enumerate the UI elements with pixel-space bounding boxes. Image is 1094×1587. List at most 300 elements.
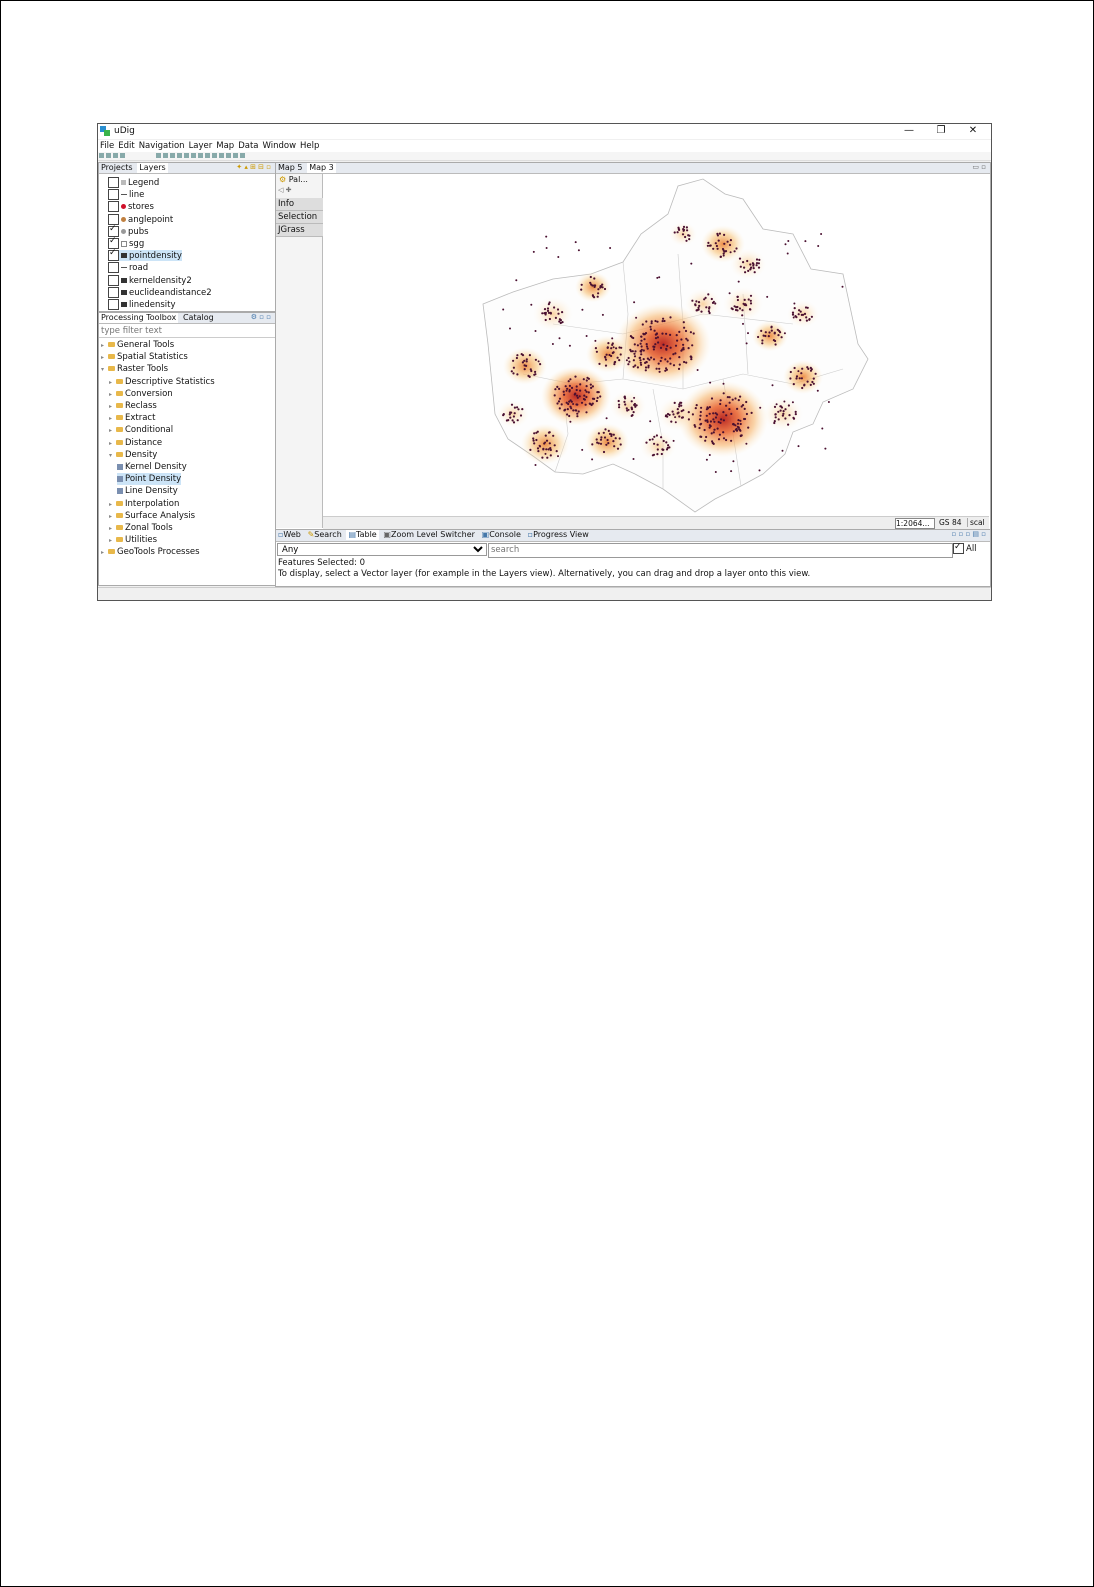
- toolbox-folder-item[interactable]: [101, 363, 168, 375]
- layer-row[interactable]: [108, 201, 154, 212]
- pub-point: [804, 313, 806, 315]
- pub-point: [550, 449, 552, 451]
- chevron-right-icon[interactable]: ▸: [109, 512, 113, 520]
- toolbox-folder-item[interactable]: [109, 498, 179, 510]
- tab-catalog[interactable]: Catalog: [182, 313, 214, 322]
- pub-point: [590, 387, 592, 389]
- toolbox-folder-item[interactable]: [109, 376, 215, 388]
- pub-point: [736, 408, 738, 410]
- pub-point: [824, 448, 826, 450]
- layer-row[interactable]: [108, 189, 144, 200]
- pub-point: [732, 460, 734, 462]
- pub-point: [645, 366, 647, 368]
- save-icon[interactable]: [113, 153, 118, 158]
- pub-point: [591, 458, 593, 460]
- layer-visibility-checkbox[interactable]: [108, 299, 119, 310]
- pub-point: [669, 334, 671, 336]
- pub-point: [688, 347, 690, 349]
- pub-point: [686, 229, 688, 231]
- pub-point: [720, 256, 722, 258]
- palette-icon: ⚙: [279, 175, 287, 184]
- tab-zoom-level-switcher[interactable]: ▣Zoom Level Switcher: [383, 530, 475, 539]
- pub-point: [672, 411, 674, 413]
- pub-point: [711, 298, 713, 300]
- menu-map[interactable]: Map: [216, 141, 235, 151]
- pub-point: [502, 414, 504, 416]
- toolbox-folder-item[interactable]: [109, 449, 157, 461]
- pub-point: [585, 396, 587, 398]
- toolbox-folder-item[interactable]: [109, 424, 173, 436]
- all-checkbox[interactable]: [953, 543, 964, 554]
- menu-help[interactable]: Help: [300, 141, 320, 151]
- chevron-right-icon[interactable]: ▸: [101, 354, 105, 362]
- pub-point: [634, 350, 636, 352]
- pub-point: [680, 338, 682, 340]
- pub-point: [522, 354, 524, 356]
- palette-header[interactable]: [279, 175, 308, 185]
- chevron-right-icon[interactable]: ▸: [109, 415, 113, 423]
- pub-point: [633, 411, 635, 413]
- chevron-right-icon[interactable]: ▸: [109, 525, 113, 532]
- toolbox-view-icons[interactable]: ⚙ ▫ ▫: [250, 313, 271, 321]
- pub-point: [605, 359, 607, 361]
- pub-point: [792, 417, 794, 419]
- pub-point: [794, 367, 796, 369]
- chevron-right-icon[interactable]: ▸: [109, 500, 113, 508]
- pub-point: [645, 332, 647, 334]
- pub-point: [806, 366, 808, 368]
- pub-point: [711, 397, 713, 399]
- menu-layer[interactable]: Layer: [188, 141, 213, 151]
- pub-point: [580, 289, 582, 291]
- pub-point: [673, 440, 675, 442]
- pub-point: [795, 377, 797, 379]
- pub-point: [707, 421, 709, 423]
- pub-point: [609, 247, 611, 249]
- chevron-right-icon[interactable]: ▸: [109, 439, 113, 447]
- tab-processing-toolbox[interactable]: Processing Toolbox: [101, 313, 177, 322]
- pub-point: [567, 403, 569, 405]
- pub-point: [631, 415, 633, 417]
- pub-point: [788, 414, 790, 416]
- pub-point: [722, 411, 724, 413]
- toolbox-folder-item[interactable]: [109, 400, 157, 412]
- chevron-right-icon[interactable]: ▸: [101, 342, 105, 349]
- back-icon[interactable]: [170, 153, 175, 158]
- layer-visibility-checkbox[interactable]: [108, 287, 119, 298]
- pub-point: [577, 397, 579, 399]
- pan-icon[interactable]: [191, 153, 196, 158]
- attribute-filter-select[interactable]: [277, 543, 487, 556]
- raster-icon: [121, 253, 127, 258]
- pub-point: [509, 417, 511, 419]
- pub-point: [678, 356, 680, 358]
- pub-point: [657, 336, 659, 338]
- pub-point: [590, 276, 592, 278]
- pub-point: [594, 340, 596, 342]
- pub-point: [751, 412, 753, 414]
- pub-point: [592, 295, 594, 297]
- pub-point: [545, 453, 547, 455]
- pub-point: [633, 458, 635, 460]
- layer-row[interactable]: [108, 214, 173, 225]
- toolbox-folder-item[interactable]: [109, 534, 157, 546]
- pub-point: [700, 407, 702, 409]
- pub-point: [738, 281, 740, 283]
- pub-point: [697, 369, 699, 371]
- density-hotspot: [640, 431, 676, 462]
- pub-point: [665, 441, 667, 443]
- pub-point: [574, 393, 576, 395]
- toolbox-folder-item[interactable]: [109, 522, 173, 534]
- pub-point: [619, 437, 621, 439]
- pub-point: [690, 263, 692, 265]
- pub-point: [756, 258, 758, 260]
- layer-row[interactable]: [108, 287, 212, 298]
- minimize-button[interactable]: —: [904, 125, 914, 136]
- chevron-right-icon[interactable]: ▸: [109, 390, 113, 398]
- pub-point: [801, 377, 803, 379]
- pub-point: [649, 439, 651, 441]
- layer-row[interactable]: [108, 275, 192, 286]
- pub-point: [682, 344, 684, 346]
- window-title: uDig: [114, 126, 135, 136]
- pub-point: [513, 367, 515, 369]
- toolbox-tool-item[interactable]: [117, 473, 181, 485]
- pub-point: [558, 388, 560, 390]
- pub-point: [512, 372, 514, 374]
- tree-item-label: Point Density: [125, 474, 182, 485]
- pub-point: [719, 233, 721, 235]
- pub-point: [676, 340, 678, 342]
- folder-icon: [108, 342, 115, 347]
- search-icon: ✎: [307, 530, 315, 539]
- pub-point: [645, 320, 647, 322]
- pub-point: [813, 378, 815, 380]
- pub-point: [741, 314, 743, 316]
- pub-point: [521, 408, 523, 410]
- layer-row[interactable]: [108, 177, 159, 188]
- pub-point: [723, 255, 725, 257]
- pub-point: [842, 286, 844, 288]
- pub-point: [544, 442, 546, 444]
- pub-point: [704, 440, 706, 442]
- toolbox-tool-item[interactable]: [117, 485, 178, 497]
- palette-item-info[interactable]: Info: [276, 198, 323, 211]
- pub-point: [513, 421, 515, 423]
- pub-point: [805, 316, 807, 318]
- pub-point: [566, 388, 568, 390]
- menu-edit[interactable]: Edit: [118, 141, 135, 151]
- layer-visibility-checkbox[interactable]: [108, 177, 119, 188]
- pub-point: [707, 293, 709, 295]
- pub-point: [734, 250, 736, 252]
- tab-console[interactable]: ▣Console: [481, 530, 521, 539]
- pub-point: [674, 402, 676, 404]
- pub-point: [650, 328, 652, 330]
- pub-point: [643, 338, 645, 340]
- select-icon[interactable]: [226, 153, 231, 158]
- pub-point: [695, 300, 697, 302]
- pub-point: [581, 449, 583, 451]
- pub-point: [784, 332, 786, 334]
- tab-map5[interactable]: Map 5: [278, 163, 303, 172]
- pub-point: [591, 443, 593, 445]
- folder-icon: [108, 549, 115, 554]
- all-label: All: [966, 544, 977, 554]
- pub-point: [713, 301, 715, 303]
- layer-row[interactable]: [108, 262, 148, 273]
- pub-point: [604, 428, 606, 430]
- pub-point: [576, 389, 578, 391]
- folder-icon: [116, 415, 123, 420]
- edit-icon[interactable]: [240, 153, 245, 158]
- pub-point: [656, 368, 658, 370]
- pub-point: [539, 363, 541, 365]
- palette-item-selection[interactable]: Selection: [276, 211, 323, 224]
- tab-table[interactable]: ▤Table: [348, 530, 377, 539]
- map-canvas[interactable]: [323, 174, 989, 516]
- remove-layer-icon[interactable]: [163, 153, 168, 158]
- tab-progress-view[interactable]: ▫Progress View: [527, 530, 589, 539]
- pub-point: [706, 415, 708, 417]
- all-checkbox-wrap[interactable]: [953, 543, 977, 555]
- map-view-controls[interactable]: ▭ ▫: [972, 163, 986, 171]
- toolbox-folder-item[interactable]: [101, 546, 200, 558]
- pub-point: [698, 309, 700, 311]
- line-icon: [121, 194, 127, 195]
- table-message: To display, select a Vector layer (for example in the Layers view). Alternatively, you can drag and drop a layer onto this view.: [278, 569, 811, 579]
- chevron-right-icon[interactable]: ▸: [109, 378, 113, 386]
- map-statusbar: [323, 516, 989, 529]
- pub-point: [710, 244, 712, 246]
- pub-point: [680, 405, 682, 407]
- raster-icon: [121, 290, 127, 295]
- pub-point: [729, 244, 731, 246]
- pub-point: [771, 326, 773, 328]
- pub-point: [705, 420, 707, 422]
- pub-point: [568, 380, 570, 382]
- pub-point: [557, 313, 559, 315]
- pub-point: [575, 409, 577, 411]
- pub-point: [604, 288, 606, 290]
- pub-point: [618, 400, 620, 402]
- layer-name: pubs: [128, 226, 149, 237]
- pub-point: [716, 245, 718, 247]
- tab-projects[interactable]: Projects: [101, 163, 133, 172]
- pub-point: [656, 321, 658, 323]
- zoom-extent-icon[interactable]: [198, 153, 203, 158]
- tree-item-label: GeoTools Processes: [117, 547, 200, 558]
- pub-point: [583, 398, 585, 400]
- pub-point: [669, 357, 671, 359]
- pub-point: [563, 409, 565, 411]
- pub-point: [727, 241, 729, 243]
- toolbox-folder-item[interactable]: [101, 351, 188, 363]
- pub-point: [811, 381, 813, 383]
- layer-visibility-checkbox[interactable]: [108, 201, 119, 212]
- pub-point: [634, 343, 636, 345]
- legend-icon: [121, 180, 126, 185]
- pub-point: [613, 445, 615, 447]
- pub-point: [703, 298, 705, 300]
- pub-point: [685, 330, 687, 332]
- toolbox-tool-item[interactable]: [117, 461, 187, 473]
- layer-row[interactable]: [108, 250, 182, 261]
- close-button[interactable]: ✕: [968, 125, 978, 136]
- layer-visibility-checkbox[interactable]: [108, 189, 119, 200]
- forward-icon[interactable]: [177, 153, 182, 158]
- pub-point: [658, 368, 660, 370]
- pub-point: [569, 345, 571, 347]
- pub-point: [698, 305, 700, 307]
- layer-visibility-checkbox[interactable]: [108, 262, 119, 273]
- pub-point: [554, 388, 556, 390]
- folder-icon: [116, 537, 123, 542]
- pub-point: [709, 427, 711, 429]
- pub-point: [664, 358, 666, 360]
- pub-point: [647, 366, 649, 368]
- pub-point: [645, 442, 647, 444]
- filter-input[interactable]: [99, 325, 275, 338]
- pub-point: [739, 396, 741, 398]
- pub-point: [810, 367, 812, 369]
- pub-point: [756, 264, 758, 266]
- palette-arrows-icon[interactable]: ◁ ✚: [278, 186, 292, 194]
- pub-point: [654, 343, 656, 345]
- pub-point: [768, 331, 770, 333]
- pub-point: [598, 363, 600, 365]
- table-search-input[interactable]: [488, 543, 953, 558]
- chevron-right-icon[interactable]: ▸: [109, 537, 113, 545]
- pub-point: [631, 407, 633, 409]
- tab-search[interactable]: ✎Search: [307, 530, 342, 539]
- folder-icon: [116, 525, 123, 530]
- toolbox-folder-item[interactable]: [109, 412, 155, 424]
- refresh-icon[interactable]: [184, 153, 189, 158]
- pub-point: [717, 248, 719, 250]
- pub-point: [659, 371, 661, 373]
- pub-point: [545, 236, 547, 238]
- pub-point: [559, 407, 561, 409]
- toolbox-folder-item[interactable]: [109, 510, 195, 522]
- pub-point: [677, 231, 679, 233]
- info-icon[interactable]: [219, 153, 224, 158]
- menu-data[interactable]: Data: [238, 141, 259, 151]
- crs-label[interactable]: GS 84: [939, 518, 962, 527]
- measure-icon[interactable]: [233, 153, 238, 158]
- scale-field[interactable]: 1:2064...: [895, 518, 935, 529]
- pub-point: [600, 443, 602, 445]
- layer-visibility-checkbox[interactable]: [108, 275, 119, 286]
- layer-row[interactable]: [108, 299, 176, 310]
- pub-point: [695, 407, 697, 409]
- pub-point: [775, 343, 777, 345]
- pub-point: [514, 407, 516, 409]
- pub-point: [653, 358, 655, 360]
- chevron-right-icon[interactable]: ▸: [101, 549, 105, 557]
- pub-point: [796, 375, 798, 377]
- pub-point: [600, 436, 602, 438]
- folder-icon: [116, 513, 123, 518]
- pub-point: [561, 321, 563, 323]
- pub-point: [799, 377, 801, 379]
- pub-point: [533, 374, 535, 376]
- pub-point: [797, 370, 799, 372]
- pub-point: [634, 403, 636, 405]
- pub-point: [545, 435, 547, 437]
- pub-point: [559, 337, 561, 339]
- pub-point: [606, 417, 608, 419]
- layers-toolbar-icons[interactable]: ✦ ▴ ⊞ ⊟ ▫: [236, 163, 271, 171]
- palette-item-jgrass[interactable]: JGrass: [276, 224, 323, 237]
- pub-point: [656, 332, 658, 334]
- density-hotspot: [533, 297, 573, 331]
- pub-point: [618, 346, 620, 348]
- pub-point: [678, 368, 680, 370]
- pub-point: [583, 378, 585, 380]
- chevron-right-icon[interactable]: ▸: [109, 427, 113, 435]
- tab-layers[interactable]: Layers: [139, 163, 166, 172]
- pub-point: [741, 309, 743, 311]
- chevron-down-icon[interactable]: ▾: [101, 366, 105, 374]
- layer-visibility-checkbox[interactable]: [108, 250, 119, 261]
- pub-point: [678, 405, 680, 407]
- chevron-right-icon[interactable]: ▸: [109, 403, 113, 410]
- print-icon[interactable]: [120, 153, 125, 158]
- new-icon[interactable]: [99, 153, 104, 158]
- pub-point: [627, 363, 629, 365]
- pub-point: [574, 376, 576, 378]
- pub-point: [679, 364, 681, 366]
- tree-item-label: Surface Analysis: [125, 510, 196, 521]
- pub-point: [694, 424, 696, 426]
- pub-point: [706, 406, 708, 408]
- zoom-in-icon[interactable]: [205, 153, 210, 158]
- add-layer-icon[interactable]: [156, 153, 161, 158]
- pub-point: [758, 262, 760, 264]
- tab-map3[interactable]: Map 3: [309, 163, 334, 172]
- pub-point: [804, 240, 806, 242]
- raster-icon: [121, 302, 127, 307]
- toolbox-folder-item[interactable]: [101, 339, 174, 351]
- udig-window: [97, 123, 992, 601]
- pub-point: [806, 320, 808, 322]
- tab-web[interactable]: ▫Web: [278, 530, 301, 539]
- toolbox-folder-item[interactable]: [109, 437, 162, 449]
- menu-window[interactable]: Window: [262, 141, 297, 151]
- bottom-view-controls[interactable]: ▫ ▫ ▫ ▤ ▫: [951, 530, 986, 538]
- menu-navigation[interactable]: Navigation: [138, 141, 185, 151]
- pub-point: [566, 413, 568, 415]
- pub-point: [539, 445, 541, 447]
- open-icon[interactable]: [106, 153, 111, 158]
- pub-point: [603, 451, 605, 453]
- pub-point: [672, 413, 674, 415]
- menu-file[interactable]: File: [100, 141, 115, 151]
- pub-point: [529, 449, 531, 451]
- pub-point: [575, 403, 577, 405]
- pub-point: [600, 439, 602, 441]
- toolbox-folder-item[interactable]: [109, 388, 173, 400]
- restore-button[interactable]: ❐: [936, 125, 946, 136]
- pub-point: [810, 370, 812, 372]
- pub-point: [557, 308, 559, 310]
- pub-point: [783, 410, 785, 412]
- pub-point: [600, 286, 602, 288]
- zoom-out-icon[interactable]: [212, 153, 217, 158]
- chevron-down-icon[interactable]: ▾: [109, 451, 113, 459]
